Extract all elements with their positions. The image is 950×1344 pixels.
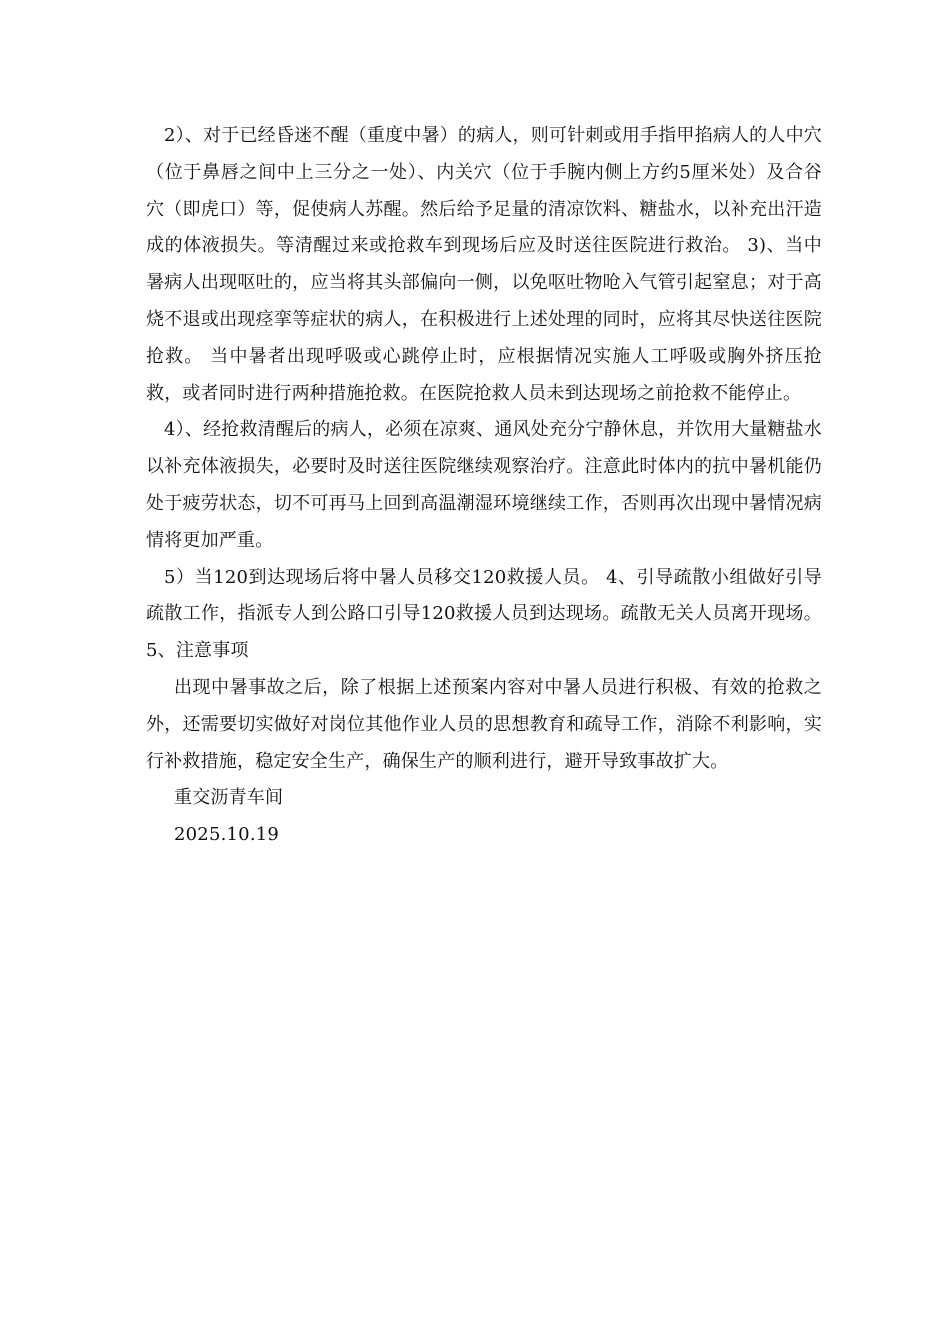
paragraph-recovery-rest: 4）、经抢救清醒后的病人，必须在凉爽、通风处充分宁静休息，并饮用大量糖盐水以补充体液损失，必要时及时送往医院继续观察治疗。注意此时体内的抗中暑机能仍处于疲劳状态，切不可再马上回到高温潮湿环境继续工作，否则再次出现中暑情况病情将更加严重。 — [146, 419, 822, 551]
paragraph-precautions: 出现中暑事故之后，除了根据上述预案内容对中暑人员进行积极、有效的抢救之外，还需要切实做好对岗位其他作业人员的思想教育和疏导工作，消除不利影响，实行补救措施，稳定安全生产，确保生产的顺利进行，避开导致事故扩大。 — [146, 676, 822, 772]
signature-date: 2025.10.19 — [174, 824, 280, 846]
signature-organization: 重交沥青车间 — [174, 787, 284, 809]
document-body — [146, 118, 822, 854]
paragraph-first-aid-coma: 2）、对于已经昏迷不醒（重度中暑）的病人，则可针刺或用手指甲掐病人的人中穴（位于鼻唇之间中上三分之一处）、内关穴（位于手腕内侧上方约5厘米处）及合谷穴（即虎口）等，促使病人苏醒。然后给予足量的清凉饮料、糖盐水，以补充出汗造成的体液损失。等清醒过来或抢救车到现场后应及时送往医院进行救治。 3)、当中暑病人出现呕吐的，应当将其头部偏向一侧，以免呕吐物呛入气管引起窒息；对于高烧不退或出现痉挛等症状的病人，在积极进行上述处理的同时，应将其尽快送往医院抢救。 当中暑者出现呼吸或心跳停止时，应根据情况实施人工呼吸或胸外挤压抢救，或者同时进行两种措施抢救。在医院抢救人员未到达现场之前抢救不能停止。 — [146, 125, 822, 404]
paragraph-handover-evacuation: 5）当120到达现场后将中暑人员移交120救援人员。 4、引导疏散小组做好引导疏散工作，指派专人到公路口引导120救援人员到达现场。疏散无关人员离开现场。 5、注意事项 — [146, 566, 822, 662]
